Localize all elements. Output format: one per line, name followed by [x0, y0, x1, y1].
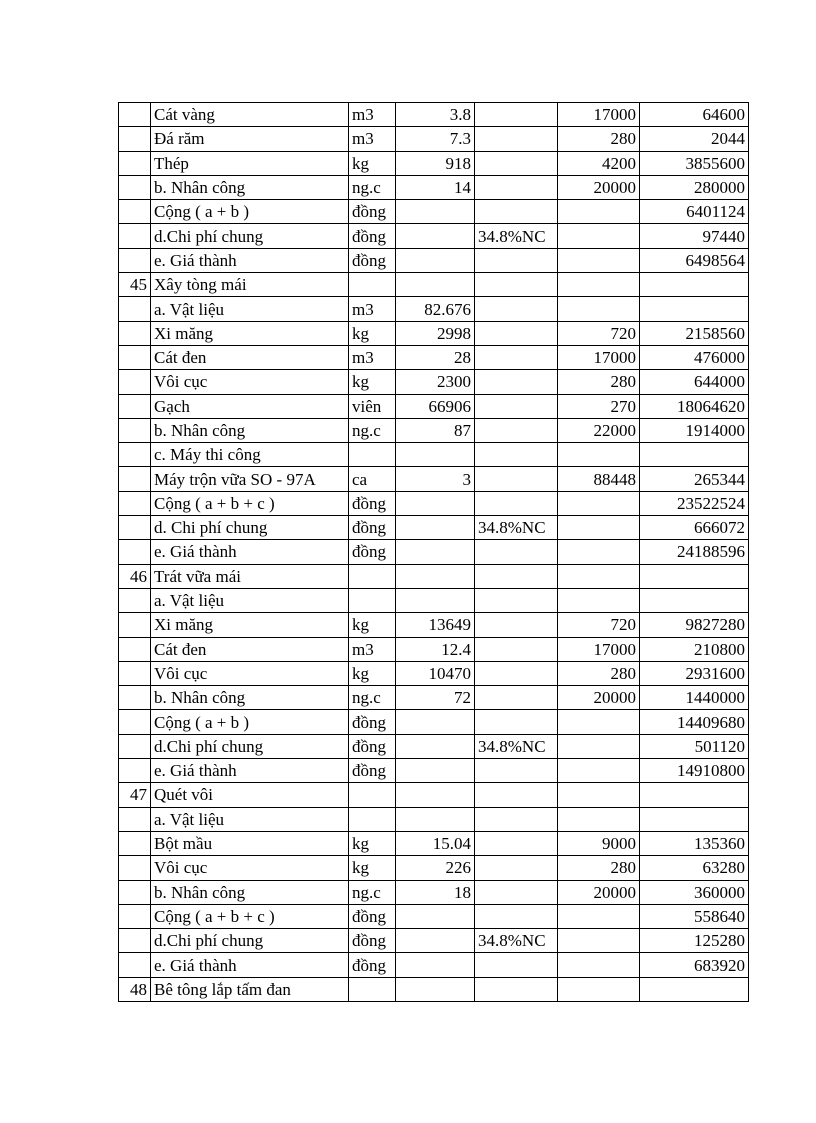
item-number-cell — [119, 127, 151, 151]
quantity-cell — [396, 904, 475, 928]
quantity-cell — [396, 273, 475, 297]
unit-price-cell: 720 — [558, 613, 640, 637]
unit-cell: m3 — [349, 297, 396, 321]
unit-price-cell: 270 — [558, 394, 640, 418]
unit-cell: đồng — [349, 224, 396, 248]
item-number-cell — [119, 491, 151, 515]
item-name-cell: e. Giá thành — [151, 540, 349, 564]
quantity-cell — [396, 710, 475, 734]
item-name-cell: e. Giá thành — [151, 248, 349, 272]
total-cell: 210800 — [640, 637, 749, 661]
unit-price-cell — [558, 807, 640, 831]
table-row — [119, 467, 749, 491]
total-cell — [640, 273, 749, 297]
item-name-cell: Cát đen — [151, 345, 349, 369]
item-name-cell: b. Nhân công — [151, 418, 349, 442]
rate-cell — [475, 977, 558, 1001]
total-cell: 23522524 — [640, 491, 749, 515]
rate-cell — [475, 345, 558, 369]
quantity-cell: 3 — [396, 467, 475, 491]
total-cell: 683920 — [640, 953, 749, 977]
item-name-cell: Bê tông lắp tấm đan — [151, 977, 349, 1001]
unit-cell: viên — [349, 394, 396, 418]
rate-cell — [475, 759, 558, 783]
item-name-cell: Cộng ( a + b + c ) — [151, 904, 349, 928]
total-cell: 14910800 — [640, 759, 749, 783]
unit-cell: ng.c — [349, 418, 396, 442]
unit-price-cell: 280 — [558, 856, 640, 880]
unit-cell: đồng — [349, 759, 396, 783]
unit-price-cell — [558, 273, 640, 297]
unit-price-cell: 17000 — [558, 345, 640, 369]
item-name-cell: c. Máy thi công — [151, 443, 349, 467]
item-name-cell: Cộng ( a + b + c ) — [151, 491, 349, 515]
unit-price-cell: 4200 — [558, 151, 640, 175]
quantity-cell — [396, 953, 475, 977]
total-cell: 280000 — [640, 175, 749, 199]
table-row — [119, 491, 749, 515]
item-number-cell — [119, 103, 151, 127]
unit-price-cell — [558, 710, 640, 734]
unit-price-cell — [558, 248, 640, 272]
rate-cell — [475, 904, 558, 928]
quantity-cell: 12.4 — [396, 637, 475, 661]
total-cell: 265344 — [640, 467, 749, 491]
unit-cell: đồng — [349, 953, 396, 977]
rate-cell — [475, 564, 558, 588]
quantity-cell — [396, 491, 475, 515]
item-number-cell — [119, 224, 151, 248]
table-row — [119, 880, 749, 904]
item-number-cell: 47 — [119, 783, 151, 807]
total-cell: 125280 — [640, 929, 749, 953]
unit-price-cell — [558, 904, 640, 928]
table-row — [119, 637, 749, 661]
item-number-cell — [119, 613, 151, 637]
item-name-cell: Thép — [151, 151, 349, 175]
item-number-cell — [119, 856, 151, 880]
total-cell: 18064620 — [640, 394, 749, 418]
table-row — [119, 418, 749, 442]
unit-cell: ng.c — [349, 880, 396, 904]
rate-cell — [475, 831, 558, 855]
unit-cell: m3 — [349, 127, 396, 151]
unit-price-cell: 280 — [558, 127, 640, 151]
unit-cell: ca — [349, 467, 396, 491]
unit-price-cell — [558, 491, 640, 515]
unit-cell: đồng — [349, 200, 396, 224]
rate-cell — [475, 175, 558, 199]
unit-cell: kg — [349, 370, 396, 394]
unit-price-cell — [558, 443, 640, 467]
item-number-cell — [119, 637, 151, 661]
total-cell: 2044 — [640, 127, 749, 151]
total-cell: 2158560 — [640, 321, 749, 345]
quantity-cell — [396, 516, 475, 540]
unit-cell: m3 — [349, 637, 396, 661]
rate-cell — [475, 418, 558, 442]
unit-cell — [349, 443, 396, 467]
total-cell: 6401124 — [640, 200, 749, 224]
item-number-cell: 45 — [119, 273, 151, 297]
quantity-cell — [396, 540, 475, 564]
unit-price-cell: 88448 — [558, 467, 640, 491]
total-cell: 3855600 — [640, 151, 749, 175]
total-cell: 1914000 — [640, 418, 749, 442]
unit-cell: đồng — [349, 248, 396, 272]
item-name-cell: Vôi cục — [151, 370, 349, 394]
item-name-cell: b. Nhân công — [151, 880, 349, 904]
rate-cell — [475, 321, 558, 345]
unit-price-cell: 720 — [558, 321, 640, 345]
unit-price-cell: 20000 — [558, 686, 640, 710]
item-number-cell — [119, 467, 151, 491]
item-number-cell — [119, 734, 151, 758]
rate-cell — [475, 880, 558, 904]
table-row — [119, 613, 749, 637]
rate-cell: 34.8%NC — [475, 734, 558, 758]
unit-cell: kg — [349, 856, 396, 880]
table-row — [119, 831, 749, 855]
table-row — [119, 175, 749, 199]
item-name-cell: e. Giá thành — [151, 953, 349, 977]
table-row — [119, 151, 749, 175]
rate-cell — [475, 467, 558, 491]
unit-price-cell — [558, 953, 640, 977]
item-name-cell: Máy trộn vữa SO - 97A — [151, 467, 349, 491]
quantity-cell — [396, 248, 475, 272]
quantity-cell — [396, 734, 475, 758]
item-name-cell: Vôi cục — [151, 661, 349, 685]
item-number-cell — [119, 588, 151, 612]
rate-cell — [475, 588, 558, 612]
item-number-cell — [119, 370, 151, 394]
item-name-cell: Bột mầu — [151, 831, 349, 855]
table-row — [119, 783, 749, 807]
item-number-cell — [119, 443, 151, 467]
table-row — [119, 297, 749, 321]
table-row — [119, 127, 749, 151]
quantity-cell: 82.676 — [396, 297, 475, 321]
item-name-cell: b. Nhân công — [151, 175, 349, 199]
rate-cell — [475, 807, 558, 831]
unit-price-cell: 22000 — [558, 418, 640, 442]
total-cell — [640, 443, 749, 467]
table-row — [119, 661, 749, 685]
rate-cell — [475, 710, 558, 734]
quantity-cell: 18 — [396, 880, 475, 904]
quantity-cell — [396, 588, 475, 612]
table-row — [119, 224, 749, 248]
item-name-cell: Xi măng — [151, 321, 349, 345]
item-name-cell: Đá răm — [151, 127, 349, 151]
total-cell: 6498564 — [640, 248, 749, 272]
rate-cell: 34.8%NC — [475, 516, 558, 540]
unit-cell: đồng — [349, 710, 396, 734]
quantity-cell — [396, 807, 475, 831]
unit-cell: đồng — [349, 540, 396, 564]
table-row — [119, 443, 749, 467]
rate-cell — [475, 783, 558, 807]
item-name-cell: d.Chi phí chung — [151, 224, 349, 248]
table-row — [119, 734, 749, 758]
item-name-cell: a. Vật liệu — [151, 588, 349, 612]
quantity-cell: 87 — [396, 418, 475, 442]
item-number-cell — [119, 516, 151, 540]
item-name-cell: d. Chi phí chung — [151, 516, 349, 540]
quantity-cell — [396, 443, 475, 467]
unit-price-cell — [558, 734, 640, 758]
quantity-cell: 28 — [396, 345, 475, 369]
item-name-cell: Vôi cục — [151, 856, 349, 880]
unit-cell: kg — [349, 151, 396, 175]
item-number-cell — [119, 540, 151, 564]
quantity-cell: 226 — [396, 856, 475, 880]
table-row — [119, 686, 749, 710]
unit-cell: m3 — [349, 345, 396, 369]
unit-price-cell — [558, 588, 640, 612]
item-name-cell: Cát vàng — [151, 103, 349, 127]
item-number-cell — [119, 175, 151, 199]
item-number-cell — [119, 394, 151, 418]
unit-cell: đồng — [349, 734, 396, 758]
unit-price-cell — [558, 783, 640, 807]
item-name-cell: Xây tòng mái — [151, 273, 349, 297]
item-number-cell — [119, 807, 151, 831]
table-row — [119, 977, 749, 1001]
rate-cell: 34.8%NC — [475, 224, 558, 248]
unit-cell — [349, 273, 396, 297]
unit-price-cell — [558, 977, 640, 1001]
quantity-cell: 2998 — [396, 321, 475, 345]
table-row — [119, 394, 749, 418]
unit-price-cell — [558, 929, 640, 953]
unit-price-cell: 17000 — [558, 637, 640, 661]
item-number-cell: 46 — [119, 564, 151, 588]
quantity-cell — [396, 759, 475, 783]
total-cell — [640, 564, 749, 588]
total-cell: 135360 — [640, 831, 749, 855]
rate-cell — [475, 103, 558, 127]
quantity-cell — [396, 929, 475, 953]
item-name-cell: Quét vôi — [151, 783, 349, 807]
rate-cell — [475, 686, 558, 710]
rate-cell — [475, 394, 558, 418]
rate-cell — [475, 443, 558, 467]
item-name-cell: a. Vật liệu — [151, 297, 349, 321]
quantity-cell: 13649 — [396, 613, 475, 637]
total-cell: 644000 — [640, 370, 749, 394]
unit-price-cell: 20000 — [558, 175, 640, 199]
quantity-cell — [396, 783, 475, 807]
item-name-cell: Cộng ( a + b ) — [151, 200, 349, 224]
item-number-cell — [119, 953, 151, 977]
total-cell: 63280 — [640, 856, 749, 880]
quantity-cell: 66906 — [396, 394, 475, 418]
rate-cell — [475, 661, 558, 685]
quantity-cell — [396, 564, 475, 588]
table-row — [119, 103, 749, 127]
table-row — [119, 248, 749, 272]
item-number-cell — [119, 200, 151, 224]
table-body — [119, 103, 749, 1002]
item-number-cell — [119, 321, 151, 345]
unit-cell: ng.c — [349, 175, 396, 199]
rate-cell — [475, 637, 558, 661]
rate-cell — [475, 151, 558, 175]
unit-price-cell — [558, 297, 640, 321]
item-name-cell: Gạch — [151, 394, 349, 418]
unit-cell — [349, 783, 396, 807]
table-row — [119, 273, 749, 297]
total-cell: 558640 — [640, 904, 749, 928]
table-row — [119, 759, 749, 783]
unit-cell: m3 — [349, 103, 396, 127]
unit-cell: ng.c — [349, 686, 396, 710]
rate-cell — [475, 491, 558, 515]
unit-price-cell: 280 — [558, 370, 640, 394]
rate-cell — [475, 297, 558, 321]
unit-price-cell — [558, 200, 640, 224]
table-row — [119, 345, 749, 369]
table-row — [119, 564, 749, 588]
unit-cell: kg — [349, 831, 396, 855]
total-cell: 9827280 — [640, 613, 749, 637]
item-number-cell: 48 — [119, 977, 151, 1001]
table-row — [119, 929, 749, 953]
total-cell — [640, 807, 749, 831]
unit-cell — [349, 564, 396, 588]
table-row — [119, 516, 749, 540]
rate-cell — [475, 540, 558, 564]
unit-cell: đồng — [349, 516, 396, 540]
item-number-cell — [119, 831, 151, 855]
total-cell — [640, 588, 749, 612]
table-row — [119, 807, 749, 831]
item-number-cell — [119, 759, 151, 783]
total-cell: 360000 — [640, 880, 749, 904]
rate-cell — [475, 953, 558, 977]
rate-cell — [475, 200, 558, 224]
quantity-cell — [396, 224, 475, 248]
rate-cell — [475, 248, 558, 272]
item-name-cell: d.Chi phí chung — [151, 929, 349, 953]
table-row — [119, 856, 749, 880]
total-cell — [640, 783, 749, 807]
quantity-cell — [396, 977, 475, 1001]
table-row — [119, 904, 749, 928]
quantity-cell: 14 — [396, 175, 475, 199]
item-number-cell — [119, 297, 151, 321]
unit-price-cell: 280 — [558, 661, 640, 685]
item-number-cell — [119, 661, 151, 685]
rate-cell — [475, 370, 558, 394]
total-cell — [640, 977, 749, 1001]
total-cell: 501120 — [640, 734, 749, 758]
table-row — [119, 321, 749, 345]
unit-cell: kg — [349, 661, 396, 685]
unit-cell: kg — [349, 321, 396, 345]
item-name-cell: Cát đen — [151, 637, 349, 661]
item-number-cell — [119, 880, 151, 904]
quantity-cell: 10470 — [396, 661, 475, 685]
table-row — [119, 710, 749, 734]
rate-cell — [475, 127, 558, 151]
table-row — [119, 200, 749, 224]
table-row — [119, 370, 749, 394]
unit-cell: đồng — [349, 491, 396, 515]
table-row — [119, 540, 749, 564]
unit-price-cell: 17000 — [558, 103, 640, 127]
item-name-cell: e. Giá thành — [151, 759, 349, 783]
unit-cell: đồng — [349, 904, 396, 928]
unit-price-cell: 20000 — [558, 880, 640, 904]
total-cell: 476000 — [640, 345, 749, 369]
unit-price-cell — [558, 564, 640, 588]
quantity-cell: 3.8 — [396, 103, 475, 127]
total-cell: 2931600 — [640, 661, 749, 685]
unit-price-cell — [558, 759, 640, 783]
item-name-cell: d.Chi phí chung — [151, 734, 349, 758]
unit-price-cell — [558, 516, 640, 540]
item-number-cell — [119, 248, 151, 272]
item-name-cell: b. Nhân công — [151, 686, 349, 710]
unit-price-cell — [558, 540, 640, 564]
item-number-cell — [119, 929, 151, 953]
rate-cell: 34.8%NC — [475, 929, 558, 953]
total-cell: 14409680 — [640, 710, 749, 734]
item-name-cell: Cộng ( a + b ) — [151, 710, 349, 734]
total-cell: 24188596 — [640, 540, 749, 564]
total-cell: 64600 — [640, 103, 749, 127]
unit-cell: kg — [349, 613, 396, 637]
item-name-cell: a. Vật liệu — [151, 807, 349, 831]
item-number-cell — [119, 686, 151, 710]
total-cell: 666072 — [640, 516, 749, 540]
rate-cell — [475, 856, 558, 880]
item-number-cell — [119, 151, 151, 175]
quantity-cell — [396, 200, 475, 224]
unit-price-cell — [558, 224, 640, 248]
quantity-cell: 72 — [396, 686, 475, 710]
quantity-cell: 918 — [396, 151, 475, 175]
total-cell: 97440 — [640, 224, 749, 248]
unit-cell — [349, 977, 396, 1001]
total-cell: 1440000 — [640, 686, 749, 710]
quantity-cell: 2300 — [396, 370, 475, 394]
total-cell — [640, 297, 749, 321]
unit-cell — [349, 807, 396, 831]
unit-cell: đồng — [349, 929, 396, 953]
item-number-cell — [119, 904, 151, 928]
item-name-cell: Trát vữa mái — [151, 564, 349, 588]
item-name-cell: Xi măng — [151, 613, 349, 637]
quantity-cell: 15.04 — [396, 831, 475, 855]
rate-cell — [475, 613, 558, 637]
table-row — [119, 953, 749, 977]
table-row — [119, 588, 749, 612]
unit-cell — [349, 588, 396, 612]
unit-price-cell: 9000 — [558, 831, 640, 855]
item-number-cell — [119, 710, 151, 734]
item-number-cell — [119, 345, 151, 369]
quantity-cell: 7.3 — [396, 127, 475, 151]
item-number-cell — [119, 418, 151, 442]
rate-cell — [475, 273, 558, 297]
cost-estimate-table — [118, 102, 749, 1002]
